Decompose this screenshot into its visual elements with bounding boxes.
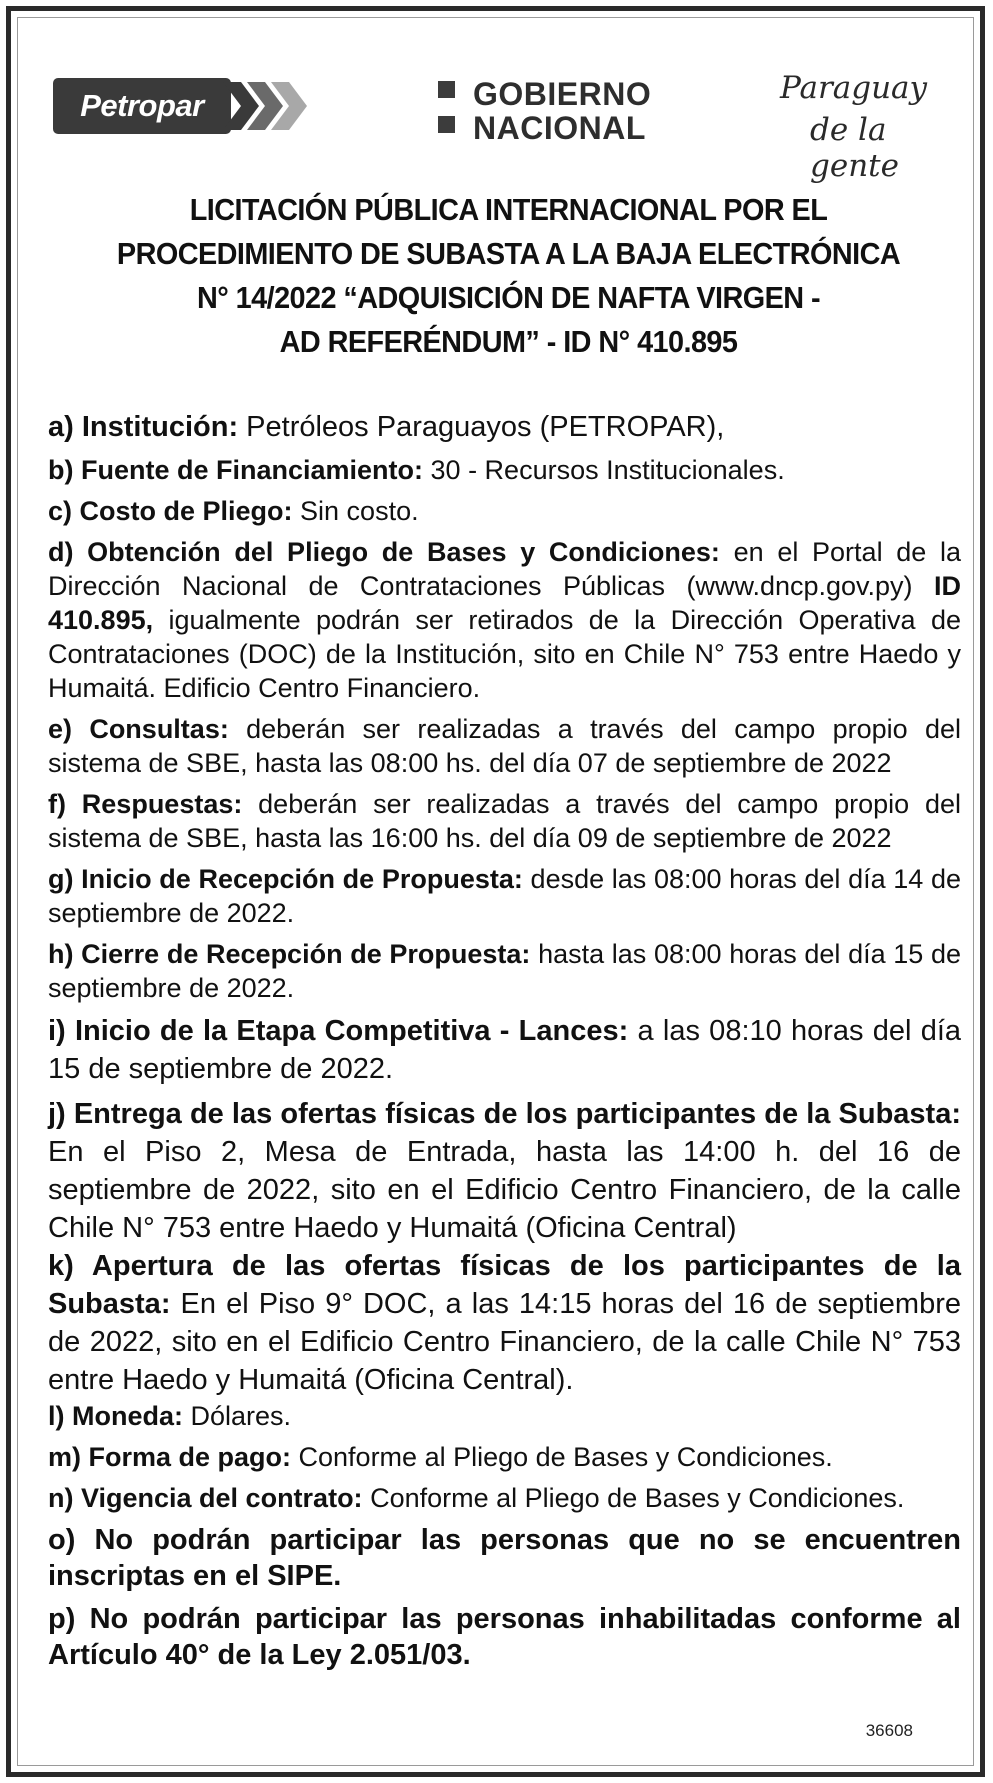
slogan-line2: de la gente bbox=[810, 112, 899, 184]
item-apertura-ofertas bbox=[48, 1247, 961, 1399]
item-text: En el Piso 9° DOC, a las 14:15 horas del 16 de septiembre de 2022, sito en el Edificio Centro Financiero, de la calle Chile N° 753 entre Haedo y Humaitá (Oficina Central). bbox=[48, 1288, 961, 1396]
item-inhabilitadas: p) No podrán participar las personas inhabilitadas conforme al Artículo 40° de la Ley 2.051/03. bbox=[48, 1603, 961, 1671]
item-text: deberán ser realizadas a través del campo propio del sistema de SBE, hasta las 08:00 hs. del día 07 de septiembre de 2022 bbox=[48, 714, 961, 778]
item-respuestas bbox=[48, 787, 961, 855]
item-forma-pago bbox=[48, 1440, 961, 1474]
item-label: b) Fuente de Financiamiento: bbox=[48, 455, 424, 485]
item-text: Petróleos Paraguayos (PETROPAR), bbox=[238, 411, 725, 443]
reference-number: 36608 bbox=[865, 1721, 913, 1740]
gobierno-line2: NACIONAL bbox=[473, 110, 646, 146]
item-obtencion-pliego bbox=[48, 535, 961, 705]
item-label: d) Obtención del Pliego de Bases y Condiciones: bbox=[48, 537, 720, 567]
item-moneda bbox=[48, 1399, 961, 1433]
item-text: en el Portal de la Dirección Nacional de Contrataciones Públicas (www.dncp.gov.py) bbox=[48, 537, 961, 601]
item-label: c) Costo de Pliego: bbox=[48, 496, 293, 526]
item-text: Dólares. bbox=[183, 1401, 292, 1431]
item-label: k) Apertura de las ofertas físicas de los participantes de la Subasta: bbox=[48, 1250, 961, 1320]
item-text: Sin costo. bbox=[292, 496, 419, 526]
item-text: igualmente podrán ser retirados de la Dirección Operativa de Contrataciones (DOC) de la Institución, sito en Chile N° 753 entre Haedo y Humaitá. Edificio Centro Financiero. bbox=[48, 605, 961, 703]
title-line: AD REFERÉNDUM” - ID N° 410.895 bbox=[279, 324, 738, 359]
item-inicio-recepcion bbox=[48, 862, 961, 930]
item-label: i) Inicio de la Etapa Competitiva - Lances: bbox=[48, 1015, 629, 1047]
notice-body bbox=[48, 408, 961, 1673]
item-text: a las 08:10 horas del día 15 de septiembre de 2022. bbox=[48, 1015, 962, 1085]
title-line: N° 14/2022 “ADQUISICIÓN DE NAFTA VIRGEN - bbox=[196, 280, 821, 315]
petropar-logo-text: Petropar bbox=[53, 78, 231, 134]
item-text: Conforme al Pliego de Bases y Condiciones. bbox=[362, 1483, 905, 1513]
notice-frame bbox=[6, 6, 985, 1777]
item-entrega-ofertas bbox=[48, 1095, 961, 1247]
title-line: PROCEDIMIENTO DE SUBASTA A LA BAJA ELECTRÓNICA bbox=[116, 236, 901, 271]
notice-title bbox=[80, 188, 937, 364]
item-label: n) Vigencia del contrato: bbox=[48, 1483, 363, 1513]
item-sipe: o) No podrán participar las personas que no se encuentren inscriptas en el SIPE. bbox=[48, 1524, 961, 1592]
item-text: deberán ser realizadas a través del campo propio del sistema de SBE, hasta las 16:00 hs. del día 09 de septiembre de 2022 bbox=[48, 789, 962, 853]
chevron-arrows-icon bbox=[213, 78, 313, 134]
item-cierre-recepcion bbox=[48, 937, 961, 1005]
item-text: hasta las 08:00 horas del día 15 de septiembre de 2022. bbox=[48, 939, 962, 1003]
item-fuente-financiamiento bbox=[48, 453, 961, 487]
item-costo-pliego bbox=[48, 494, 961, 528]
item-consultas bbox=[48, 712, 961, 780]
item-label: l) Moneda: bbox=[48, 1401, 183, 1431]
item-label: a) Institución: bbox=[48, 411, 239, 443]
item-text: 30 - Recursos Institucionales. bbox=[423, 455, 785, 485]
item-label: m) Forma de pago: bbox=[48, 1442, 292, 1472]
item-label: j) Entrega de las ofertas físicas de los participantes de la Subasta: bbox=[48, 1098, 961, 1130]
item-text: Conforme al Pliego de Bases y Condiciones. bbox=[291, 1442, 833, 1472]
item-etapa-competitiva bbox=[48, 1012, 961, 1088]
header bbox=[18, 18, 973, 184]
item-text: En el Piso 2, Mesa de Entrada, hasta las 14:00 h. del 16 de septiembre de 2022, sito en el Edificio Centro Financiero, de la calle Chile N° 753 entre Haedo y Humaitá (Oficina Central) bbox=[48, 1136, 961, 1244]
gobierno-square-icon bbox=[438, 116, 455, 133]
gobierno-line1: GOBIERNO bbox=[473, 76, 652, 112]
paraguay-de-la-gente-logo bbox=[780, 66, 960, 184]
slogan-line1: Paraguay bbox=[780, 70, 928, 106]
notice-inner-border bbox=[17, 17, 974, 1766]
item-text: desde las 08:00 horas del día 14 de septiembre de 2022. bbox=[48, 864, 961, 928]
item-label: h) Cierre de Recepción de Propuesta: bbox=[48, 939, 531, 969]
petropar-logo bbox=[53, 78, 311, 134]
item-institucion bbox=[48, 408, 961, 446]
title-line: LICITACIÓN PÚBLICA INTERNACIONAL POR EL bbox=[189, 192, 828, 227]
item-id: ID 410.895, bbox=[48, 571, 961, 635]
item-label: e) Consultas: bbox=[48, 714, 229, 744]
gobierno-nacional-logo bbox=[438, 78, 688, 148]
gobierno-square-icon bbox=[438, 81, 455, 98]
item-label: g) Inicio de Recepción de Propuesta: bbox=[48, 864, 523, 894]
item-label: f) Respuestas: bbox=[48, 789, 243, 819]
item-vigencia-contrato bbox=[48, 1481, 961, 1515]
